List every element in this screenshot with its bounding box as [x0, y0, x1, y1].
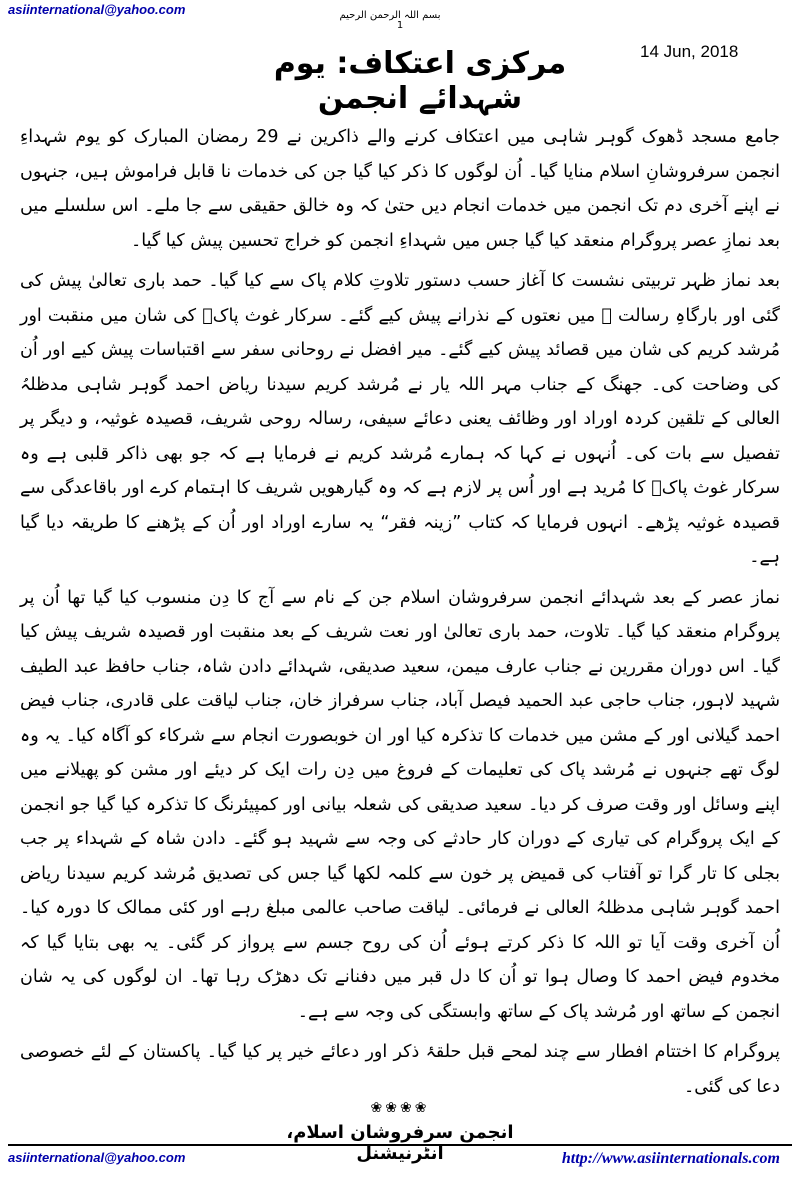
footer-url-link[interactable]: http://www.asiinternationals.com	[561, 1150, 780, 1167]
decorative-stars: ❀❀❀❀	[370, 1100, 430, 1116]
paragraph: پروگرام کا اختتام افطار سے چند لمحے قبل حلقۂ ذکر اور دعائے خیر پر کیا گیا۔ پاکستان کے لئے خصوصی دعا کی گئی۔	[20, 1042, 780, 1097]
paragraph: نماز عصر کے بعد شہدائے انجمن سرفروشان اسلام جن کے نام سے آج کا دِن منسوب کیا گیا تھا اُن پر پروگرام منعقد کیا گیا۔ تلاوت، حمد باری تعالیٰ اور نعت شریف کے بعد منقبت اور قصیدہ شریف پیش کیا گیا۔ اس دوران مقررین نے جناب عارف میمن، سعید صدیقی، شہدائے دادن شاہ، جناب حافظ عبد الطیف شہید لاہور، جناب حاجی عبد الحمید فیصل آباد، جناب سرفراز خان، جناب لیاقت علی قادری، جناب فیض احمد گیلانی اور کے مشن میں خدمات کا تذکرہ کیا اور ان خوبصورت انجام سے شرکاء کو آگاہ کیا۔ یہ وہ لوگ تھے جنہوں نے مُرشد پاک کی تعلیمات کے فروغ میں دِن رات ایک کر دیئے اور مشن کو پھیلانے میں اپنے وسائل اور وقت صرف کر دیا۔ سعید صدیقی کی شعلہ بیانی اور کمپیئرنگ کا تذکرہ کیا گیا جو انجمن کے ایک پروگرام کی تیاری کے دوران کار حادثے کی وجہ سے شہید ہو گئے۔ دادن شاہ کے شہداء پر جب بجلی کا تار گرا تو آفتاب کی قمیض پر خون سے کلمہ لکھا گیا جس کی تصدیق مُرشد کریم سیدنا ریاض احمد گوہر شاہی مدظلہُ العالی نے فرمائی۔ لیاقت صاحب عالمی مبلغ رہے اور کئی ممالک کا دورہ کیا۔ اُن آخری وقت آیا تو اللہ کا ذکر کرتے ہوئے اُن کی روح جسم سے پرواز کر گئی۔ یہ بھی بتایا گیا کہ مخدوم فیض احمد کا وصال ہوا تو اُن کا دل قبر میں دفنانے تک دھڑک رہا تھا۔ ان لوگوں کی یہ شان انجمن کے ساتھ اور مُرشد پاک کے ساتھ وابستگی کی وجہ سے ہے۔	[20, 587, 780, 1022]
bismillah-text: بسم اللہ الرحمن الرحیم	[339, 10, 441, 21]
paragraph: جامع مسجد ڈھوک گوہر شاہی میں اعتکاف کرنے والے ذاکرین نے 29 رمضان المبارک کو یوم شہداءِ انجمن سرفروشانِ اسلام منایا گیا۔ اُن لوگوں کا ذکر کیا گیا جن کی خدمات نا قابل فراموش ہیں، جنہوں نے اپنے آخری دم تک انجمن میں خدمات انجام دیں حتیٰ کہ وہ خالق حقیقی سے جا ملے۔ اس سلسلے میں بعد نمازِ عصر پروگرام منعقد کیا گیا جس میں شہداءِ انجمن کو خراج تحسین پیش کیا گیا۔	[20, 127, 780, 251]
footer-email: asiinternational@yahoo.com	[8, 1150, 186, 1165]
header-email: asiinternational@yahoo.com	[8, 2, 186, 17]
organization-name: انجمن سرفروشان اسلام، انٹرنیشنل	[286, 1122, 514, 1164]
footer-divider	[8, 1144, 792, 1146]
paragraph: بعد نماز ظہر تربیتی نشست کا آغاز حسب دستور تلاوتِ کلام پاک سے کیا گیا۔ حمد باری تعالیٰ پیش کی گئی اور بارگاہِ رسالت ﷺ میں نعتوں کے نذرانے پیش کیے گئے۔ سرکار غوث پاکؓ کی شان میں منقبت اور مُرشد کریم کی شان میں قصائد پیش کیے گئے۔ میر افضل نے روحانی سفر سے اقتباسات پیش کیے اور اُن کی وضاحت کی۔ جھنگ کے جناب مہر اللہ یار نے مُرشد کریم سیدنا ریاض احمد گوہر شاہی مدظلہُ العالی کے تلقین کردہ اوراد اور وظائف یعنی دعائے سیفی، رسالہ روحی شریف، قصیدہ غوثیہ، و دیگر پر تفصیل سے بات کی۔ اُنہوں نے کہا کہ ہمارے مُرشد کریم نے فرمایا ہے کہ جو بھی ذاکر قلبی ہے وہ سرکار غوث پاکؓ کا مُرید ہے اور اُس پر لازم ہے کہ وہ گیارھویں شریف کا اہتمام کرے اور باقاعدگی سے قصیدہ غوثیہ پڑھے۔ انہوں فرمایا کہ کتاب ”زینہ فقر“ یہ سارے اوراد اور اُن کے پڑھنے کا طریقہ دیا گیا ہے۔	[20, 271, 780, 567]
article-date: 14 Jun, 2018	[640, 42, 739, 61]
article-body	[20, 120, 780, 1110]
article-title: مرکزی اعتکاف: یوم شہدائے انجمن	[273, 46, 567, 116]
page-number: 1	[396, 20, 404, 31]
